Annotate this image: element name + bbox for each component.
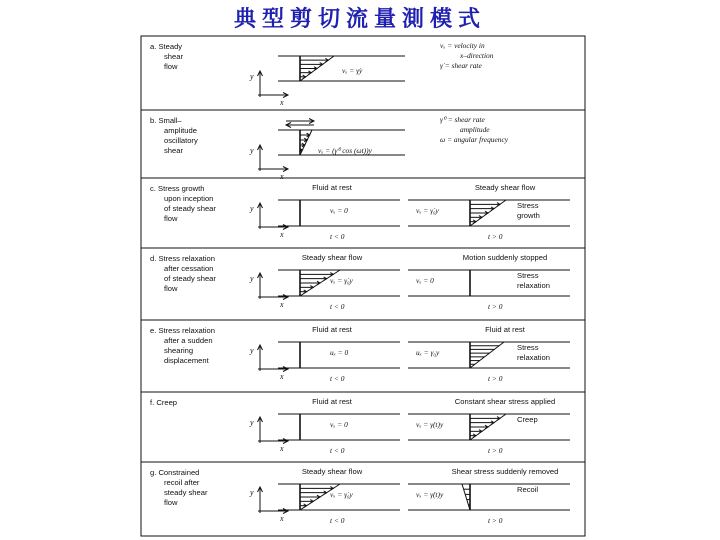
left-heading: Fluid at rest [312,183,352,192]
stress-label: Stress [517,343,539,352]
panel-description: oscillatory [164,136,198,145]
left-equation: uₓ = 0 [330,348,349,357]
legend-line: amplitude [460,125,490,134]
x-axis-label: x [280,98,284,107]
y-axis-label: y [250,418,254,427]
stress-label: relaxation [517,281,550,290]
right-time: t > 0 [488,302,503,311]
right-equation: vₓ = γ̇(t)y [416,420,444,429]
x-axis-label: x [280,300,284,309]
right-heading: Fluid at rest [485,325,525,334]
left-equation: vₓ = γ̇₀y [330,276,353,285]
panel-description: flow [164,284,178,293]
panel-e [150,325,570,383]
x-axis-label: x [280,230,284,239]
left-time: t < 0 [330,302,345,311]
right-equation: vₓ = 0 [416,276,434,285]
panel-f [150,397,570,455]
panel-description: amplitude [164,126,197,135]
panel-description: steady shear [164,488,208,497]
slide-title: 典型剪切流量測模式 [233,7,486,32]
left-equation: vₓ = 0 [330,206,348,215]
panel-description: flow [164,214,178,223]
stress-label: Stress [517,271,539,280]
y-axis-label: y [250,146,254,155]
right-heading: Shear stress suddenly removed [451,467,559,476]
panel-description: upon inception [164,194,214,203]
panel-b [150,115,509,181]
panel-description: after a sudden [164,336,213,345]
panel-description: a. Steady [150,42,183,51]
panel-d [150,253,570,311]
panel-description: d. Stress relaxation [150,254,215,263]
right-time: t > 0 [488,446,503,455]
left-heading: Fluid at rest [312,325,352,334]
left-heading: Steady shear flow [301,467,363,476]
panel-description: of steady shear [164,204,216,213]
y-axis-label: y [250,72,254,81]
left-time: t < 0 [330,446,345,455]
x-axis-label: x [280,514,284,523]
right-equation: vₓ = γ̇₀y [416,206,439,215]
panel-description: f. Creep [150,398,178,407]
stress-label: growth [517,211,540,220]
panel-description: g. Constrained [150,468,200,477]
panel-description: b. Small– [150,116,182,125]
right-heading: Constant shear stress applied [454,397,556,406]
right-heading: Motion suddenly stopped [462,253,548,262]
panel-g [150,467,570,525]
panel-description: c. Stress growth [150,184,205,193]
left-equation: vₓ = γ̇₀y [330,490,353,499]
panel-description: displacement [164,356,209,365]
x-axis-label: x [280,372,284,381]
legend-line: ω = angular frequency [440,135,509,144]
left-time: t < 0 [330,374,345,383]
stress-label: Creep [517,415,538,424]
stress-label: relaxation [517,353,550,362]
legend-line: x–direction [460,51,494,60]
y-axis-label: y [250,488,254,497]
flow-equation: vₓ = (γ̇⁰ cos (ωt))y [318,146,372,155]
left-equation: vₓ = 0 [330,420,348,429]
velocity-profile [462,484,470,510]
left-heading: Steady shear flow [301,253,363,262]
panel-description: flow [164,498,178,507]
right-equation: uₓ = γ₀y [416,348,440,357]
legend-line: vₓ = velocity in [440,41,485,50]
y-axis-label: y [250,274,254,283]
panel-description: shear [164,146,183,155]
panel-description: e. Stress relaxation [150,326,215,335]
panel-description: shear [164,52,183,61]
left-time: t < 0 [330,232,345,241]
right-heading: Steady shear flow [474,183,536,192]
left-time: t < 0 [330,516,345,525]
panel-c [150,183,570,241]
legend-line: γ̇⁰ = shear rate [440,115,485,124]
right-equation: vₓ = γ̇(t)y [416,490,444,499]
panel-description: recoil after [164,478,200,487]
right-time: t > 0 [488,232,503,241]
flow-equation: vₓ = γ̇y [342,66,363,75]
panel-description: of steady shear [164,274,216,283]
y-axis-label: y [250,346,254,355]
panel-description: flow [164,62,178,71]
panel-description: shearing [164,346,194,355]
legend-line: γ̇ = shear rate [440,61,482,70]
right-time: t > 0 [488,374,503,383]
velocity-profile [300,130,312,155]
right-time: t > 0 [488,516,503,525]
x-axis-label: x [280,172,284,181]
left-heading: Fluid at rest [312,397,352,406]
panel-description: after cessation [164,264,214,273]
stress-label: Stress [517,201,539,210]
panel-a [150,41,494,107]
y-axis-label: y [250,204,254,213]
stress-label: Recoil [517,485,539,494]
x-axis-label: x [280,444,284,453]
